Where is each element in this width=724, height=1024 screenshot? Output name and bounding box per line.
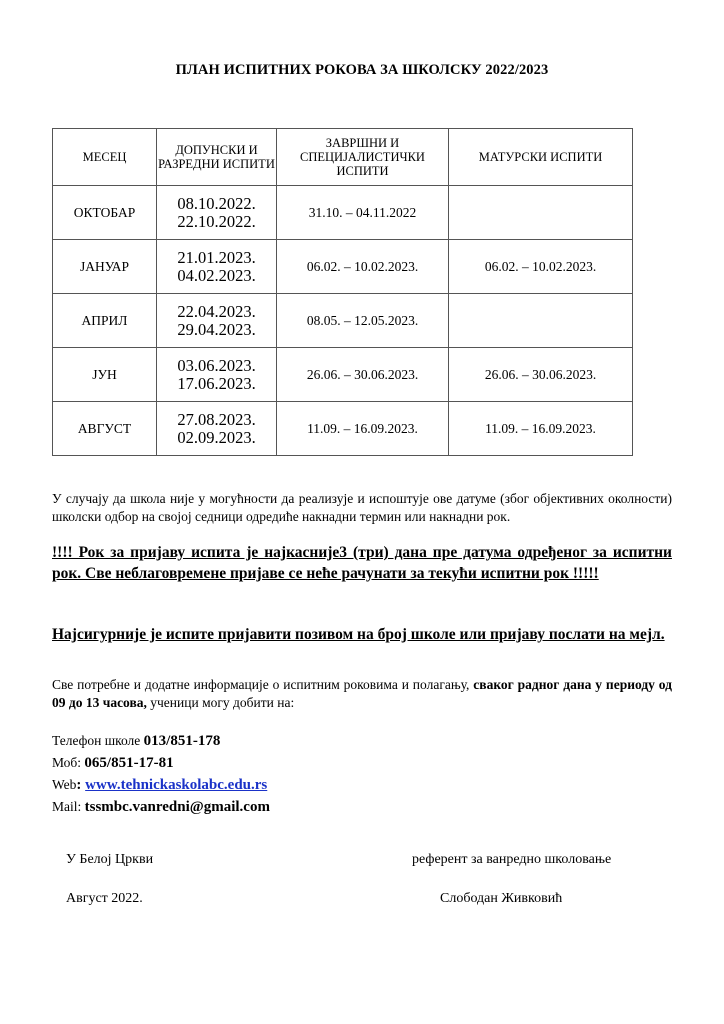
header-month: МЕСЕЦ <box>53 129 157 186</box>
signature-name: Слободан Живковић <box>440 891 563 906</box>
signature-date: Август 2022. <box>66 891 143 906</box>
mail-line <box>52 796 270 818</box>
table-row <box>53 186 633 240</box>
matura-exam-cell <box>449 294 633 348</box>
phone-label: Телефон школе <box>52 733 144 748</box>
date-2: 17.06.2023. <box>177 373 256 393</box>
registration-advice: Најсигурније је испите пријавити позивом на број школе или пријаву послати на мејл. <box>52 626 665 643</box>
date-1: 21.01.2023. <box>177 247 256 267</box>
date-1: 22.04.2023. <box>177 301 256 321</box>
contact-block <box>52 730 270 818</box>
phone-line <box>52 730 270 752</box>
month-cell: ЈУН <box>53 348 157 402</box>
date-1: 08.10.2022. <box>177 193 256 213</box>
mail-label: Mail: <box>52 799 85 814</box>
notice-paragraph: У случају да школа није у могућности да реализује и испоштује ове датуме (због објективних околности) школски одбор на својој седници одредиће накнадни термин или накнадни рок. <box>52 491 672 524</box>
supplementary-dates-cell <box>157 348 277 402</box>
matura-exam-cell: 06.02. – 10.02.2023. <box>449 240 633 294</box>
matura-exam-cell: 26.06. – 30.06.2023. <box>449 348 633 402</box>
date-2: 22.10.2022. <box>177 211 256 231</box>
info-hours: сваког радног дана у периоду од 09 до 13 часова, <box>52 677 672 710</box>
matura-exam-cell: 11.09. – 16.09.2023. <box>449 402 633 456</box>
phone-number: 013/851-178 <box>143 733 221 749</box>
date-1: 03.06.2023. <box>177 355 256 375</box>
table-row <box>53 294 633 348</box>
deadline-warning: !!!! Рок за пријаву испита је најкасније3 (три) дана пре датума одређеног за испитни рок. Све неблаговремене пријаве се неће рачунати за текући испитни рок !!!!! <box>52 544 672 582</box>
date-1: 27.08.2023. <box>177 409 256 429</box>
date-2: 02.09.2023. <box>177 427 256 447</box>
mobile-label: Моб: <box>52 755 85 770</box>
final-exam-cell: 31.10. – 04.11.2022 <box>277 186 449 240</box>
info-text-end: ученици могу добити на: <box>146 695 295 710</box>
signature-place: У Белој Цркви <box>66 852 154 867</box>
matura-exam-cell <box>449 186 633 240</box>
final-exam-cell: 06.02. – 10.02.2023. <box>277 240 449 294</box>
table-row <box>53 402 633 456</box>
final-exam-cell: 11.09. – 16.09.2023. <box>277 402 449 456</box>
table-row <box>53 348 633 402</box>
month-cell: ОКТОБАР <box>53 186 157 240</box>
date-2: 04.02.2023. <box>177 265 256 285</box>
website-link[interactable]: www.tehnickaskolabc.edu.rs <box>85 777 268 793</box>
mobile-line <box>52 752 270 774</box>
page-title: ПЛАН ИСПИТНИХ РОКОВА ЗА ШКОЛСКУ 2022/2023 <box>175 62 549 78</box>
month-cell: ЈАНУАР <box>53 240 157 294</box>
month-cell: АПРИЛ <box>53 294 157 348</box>
info-paragraph <box>52 676 672 712</box>
table-row <box>53 240 633 294</box>
supplementary-dates-cell <box>157 240 277 294</box>
header-supplementary: ДОПУНСКИ И РАЗРЕДНИ ИСПИТИ <box>157 129 277 186</box>
supplementary-dates-cell <box>157 402 277 456</box>
final-exam-cell: 08.05. – 12.05.2023. <box>277 294 449 348</box>
month-cell: АВГУСТ <box>53 402 157 456</box>
web-label: Web <box>52 777 77 792</box>
exam-schedule-table <box>52 128 633 456</box>
mobile-number: 065/851-17-81 <box>84 755 174 771</box>
table-header-row <box>53 129 633 186</box>
signature-role: референт за ванредно школовање <box>412 852 612 867</box>
header-matura: МАТУРСКИ ИСПИТИ <box>449 129 633 186</box>
supplementary-dates-cell <box>157 294 277 348</box>
mail-address: tssmbc.vanredni@gmail.com <box>84 799 270 815</box>
supplementary-dates-cell <box>157 186 277 240</box>
header-final: ЗАВРШНИ И СПЕЦИЈАЛИСТИЧКИ ИСПИТИ <box>277 129 449 186</box>
info-text-start: Све потребне и додатне информације о испитним роковима и полагању, <box>52 677 474 692</box>
web-separator: : <box>76 777 86 793</box>
final-exam-cell: 26.06. – 30.06.2023. <box>277 348 449 402</box>
date-2: 29.04.2023. <box>177 319 256 339</box>
web-line <box>52 774 270 796</box>
